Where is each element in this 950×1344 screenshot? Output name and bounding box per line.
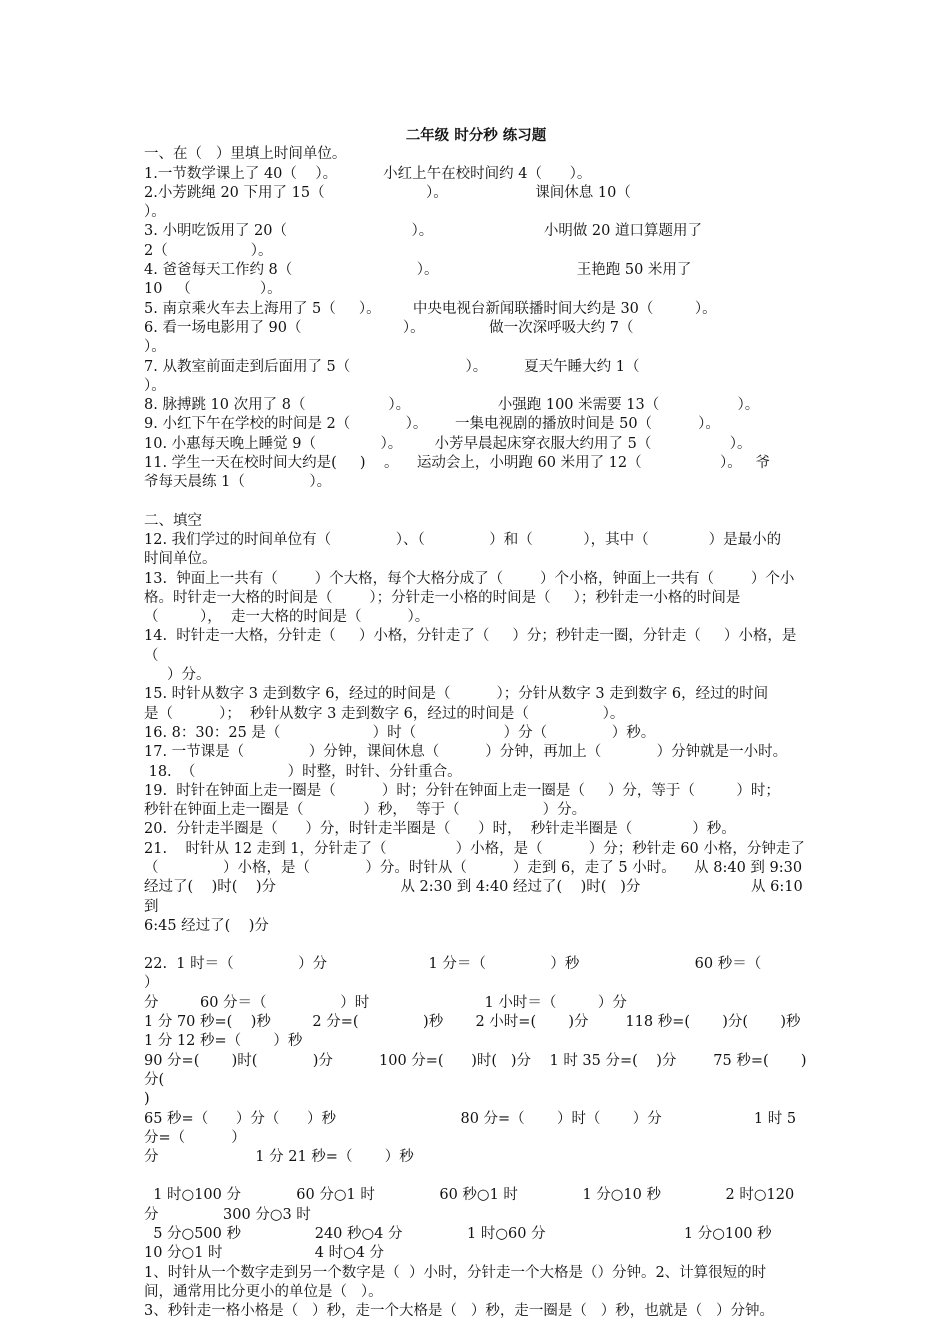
section-heading: 一、在（ ）里填上时间单位。 [144, 146, 347, 163]
question-line: 19. 时针在钟面上走一圈是（ ）时；分针在钟面上走一圈是（ ）分，等于（ ）时； [144, 782, 780, 799]
question-line: 17. 一节课是（ ）分钟，课间休息（ ）分钟，再加上（ ）分钟就是一小时。 [144, 744, 788, 761]
question-line: 1.一节数学课上了 40（ ）。 小红上午在校时间约 4（ ）。 [144, 165, 592, 182]
question-line: 1 时○100 分 60 分○1 时 60 秒○1 时 1 分○10 秒 2 时○120 [144, 1187, 795, 1204]
question-line: 分 60 分＝（ ）时 1 小时＝（ ）分 [144, 994, 627, 1011]
question-list [144, 1264, 808, 1322]
question-line: 1 分 12 秒=（ ）秒 [144, 1033, 303, 1050]
question-list [144, 955, 840, 1167]
question-line: 格。时针走一大格的时间是（ ）；分针走一小格的时间是（ ）；秒针走一小格的时间是 [144, 589, 741, 606]
question-line: 间，通常用比分更小的单位是（ ）。 [144, 1283, 383, 1300]
question-line: 3、秒针走一格小格是（ ）秒，走一个大格是（ ）秒，走一圈是（ ）秒，也就是（ ）分钟。 [144, 1303, 775, 1320]
section-extra [144, 1264, 808, 1322]
question-line: 5 分○500 秒 240 秒○4 分 1 时○60 分 1 分○100 秒 [144, 1226, 772, 1243]
question-line: 10 （ ）。 [144, 281, 282, 298]
question-line: 15. 时针从数字 3 走到数字 6，经过的时间是（ ）；分针从数字 3 走到数字 6，经过的时间 [144, 686, 769, 703]
question-line: ）分。 [144, 667, 211, 684]
question-line: 2（ ）。 [144, 242, 273, 259]
question-line: ）。 [144, 204, 166, 221]
question-line: 秒针在钟面上走一圈是（ ）秒， 等于（ ）分。 [144, 802, 587, 819]
question-line: 2.小芳跳绳 20 下用了 15（ ）。 课间休息 10（ [144, 184, 631, 201]
question-line: 1 分 70 秒=( )秒 2 分=( )秒 2 小时=( )分 118 秒=( )分( )秒 [144, 1014, 801, 1031]
section-fill-blank [144, 512, 808, 937]
question-line: 经过了( )时( )分 从 2:30 到 4:40 经过了( )时( )分 从 6:10 到 [144, 879, 808, 915]
question-line: 分 1 分 21 秒=（ ）秒 [144, 1149, 414, 1166]
question-line: 10. 小惠每天晚上睡觉 9（ ）。 小芳早晨起床穿衣服大约用了 5（ ）。 [144, 435, 752, 452]
question-line: 分 300 分○3 时 [144, 1206, 311, 1223]
question-line: （ ）， 走一大格的时间是（ ）。 [144, 609, 430, 626]
question-line: 13. 钟面上一共有（ ）个大格，每个大格分成了（ ）个小格，钟面上一共有（ ）个小 [144, 570, 795, 587]
question-line: 是（ ）； 秒针从数字 3 走到数字 6，经过的时间是（ ）。 [144, 705, 625, 722]
question-line: 3. 小明吃饭用了 20（ ）。 小明做 20 道口算题用了 [144, 223, 702, 240]
worksheet-page [144, 126, 840, 1322]
section-units [144, 145, 808, 492]
question-line: 爷每天晨练 1（ ）。 [144, 474, 332, 491]
question-line: 8. 脉搏跳 10 次用了 8（ ）。 小强跑 100 米需要 13（ ）。 [144, 397, 760, 414]
question-line: 1、时针从一个数字走到另一个数字是（ ）小时，分针走一个大格是（）分钟。2、计算很短的时 [144, 1264, 767, 1281]
question-line: 7. 从教室前面走到后面用了 5（ ）。 夏天午睡大约 1（ [144, 358, 640, 375]
question-line: 12. 我们学过的时间单位有（ ）、（ ）和（ ），其中（ ）是最小的 [144, 531, 782, 548]
question-list [144, 165, 808, 493]
question-line: 90 分=( )时( )分 100 分=( )时( )分 1 时 35 分=( )分 75 秒=( )分( [144, 1052, 807, 1088]
question-line: 6:45 经过了( )分 [144, 917, 269, 934]
question-line: 5. 南京乘火车去上海用了 5（ ）。 中央电视台新闻联播时间大约是 30（ ）。 [144, 300, 717, 317]
section-conversion [144, 955, 840, 1167]
question-line: （ ）小格，是（ ）分。时针从（ ）走到 6，走了 5 小时。 从 8:40 到 9:30 [144, 859, 803, 876]
question-line: 21. 时针从 12 走到 1，分针走了（ ）小格，是（ ）分；秒针走 60 小格，分钟走了 [144, 840, 805, 857]
question-line: 14. 时针走一大格，分针走（ ）小格，分针走了（ ）分；秒针走一圈，分针走（ ）小格，是（ [144, 628, 797, 664]
question-line: ) [144, 1091, 150, 1108]
section-heading: 二、填空 [144, 512, 202, 529]
worksheet-title: 二年级 时分秒 练习题 [405, 127, 547, 144]
section-compare [144, 1186, 808, 1263]
question-line: 11. 学生一天在校时间大约是( ) 。 运动会上，小明跑 60 米用了 12（ ）。 爷 [144, 455, 771, 472]
question-line: 时间单位。 [144, 551, 217, 568]
question-line: 22. 1 时＝（ ）分 1 分＝（ ）秒 60 秒＝（ ） [144, 956, 840, 992]
question-list [144, 1186, 808, 1263]
question-line: ）。 [144, 377, 166, 394]
question-line: 18. （ ）时整，时针、分针重合。 [144, 763, 462, 780]
question-line: 10 分○1 时 4 时○4 分 [144, 1245, 385, 1262]
question-line: 16. 8：30：25 是（ ）时（ ）分（ ）秒。 [144, 724, 656, 741]
question-line: ）。 [144, 339, 166, 356]
question-list [144, 531, 808, 936]
question-line: 6. 看一场电影用了 90（ ）。 做一次深呼吸大约 7（ [144, 319, 634, 336]
question-line: 9. 小红下午在学校的时间是 2（ ）。 一集电视剧的播放时间是 50（ ）。 [144, 416, 720, 433]
question-line: 4. 爸爸每天工作约 8（ ）。 王艳跑 50 米用了 [144, 262, 692, 279]
question-line: 65 秒=（ ）分（ ）秒 80 分=（ ）时（ ）分 1 时 5 分=（ ） [144, 1110, 801, 1146]
question-line: 20. 分针走半圈是（ ）分，时针走半圈是（ ）时， 秒针走半圈是（ ）秒。 [144, 821, 736, 838]
